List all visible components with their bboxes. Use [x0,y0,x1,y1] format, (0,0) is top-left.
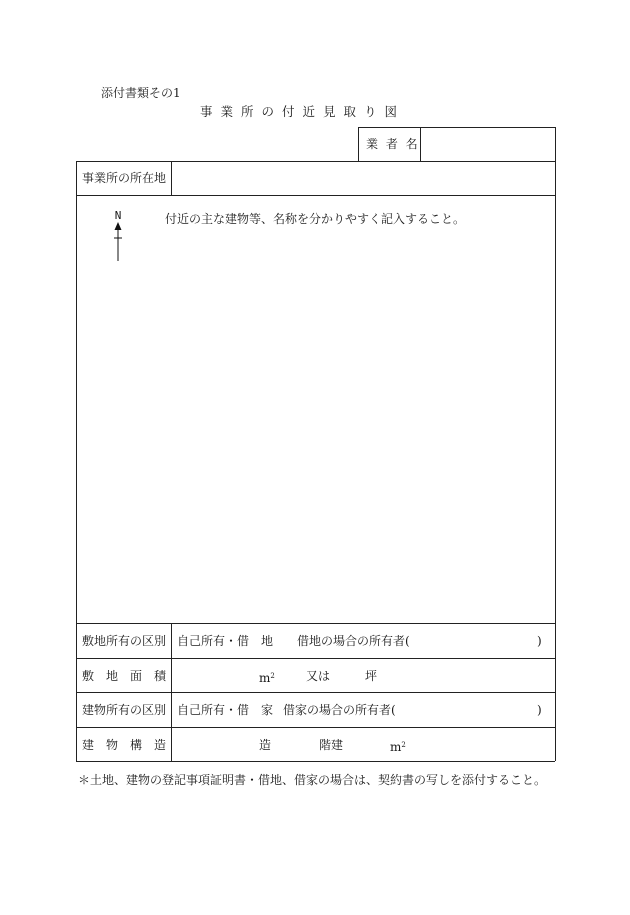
building-structure-label: 建 物 構 造 [82,738,167,752]
building-owner-field[interactable] [396,699,533,721]
building-ownership-label: 建物所有の区別 [82,703,167,717]
land-area-tsubo-field[interactable] [332,665,362,687]
land-owner-label: 借地の場合の所有者( [297,634,410,648]
business-name-label: 業 者 名 [366,137,420,151]
land-owner-close-paren: ) [537,634,542,648]
land-area-m2-unit [259,669,275,685]
building-owner-close-paren: ) [537,703,542,717]
building-owner-label: 借家の場合の所有者( [283,703,396,717]
land-owner-field[interactable] [408,630,533,652]
structure-type-field[interactable] [175,734,255,756]
land-area-m2-unit-text: m [259,671,271,685]
attachment-label: 添付書類その1 [101,86,181,100]
building-area-unit [390,738,406,754]
land-area-tsubo-unit: 坪 [365,669,378,683]
location-field[interactable] [173,163,553,194]
map-drawing-area[interactable] [78,197,554,622]
business-name-field[interactable] [422,129,553,160]
building-area-unit-text: m [390,740,402,754]
form-title [200,102,405,120]
footnote: ＊土地、建物の登記事項証明書・借地、借家の場合は、契約書の写しを添付すること。 [78,773,547,787]
map-instruction: 付近の主な建物等、名称を分かりやすく記入すること。 [165,212,466,226]
structure-unit: 造 [259,738,272,752]
form-title-text: 事業所の付近見取り図 [200,104,406,119]
land-ownership-label: 敷地所有の区別 [82,634,167,648]
floors-unit: 階建 [319,738,344,752]
building-area-field[interactable] [346,734,388,756]
land-area-or-text: 又は [306,669,331,683]
land-area-label: 敷 地 面 積 [82,669,167,683]
land-area-m2-sup: 2 [270,672,275,680]
land-ownership-options[interactable]: 自己所有・借 地 [177,634,274,648]
north-indicator [112,210,124,262]
floors-field[interactable] [277,734,317,756]
building-area-sup: 2 [401,741,406,749]
building-ownership-options[interactable]: 自己所有・借 家 [177,703,274,717]
north-letter: N [114,209,122,222]
north-arrow-icon [112,210,124,262]
location-label: 事業所の所在地 [82,171,167,185]
land-area-m2-field[interactable] [175,665,255,687]
